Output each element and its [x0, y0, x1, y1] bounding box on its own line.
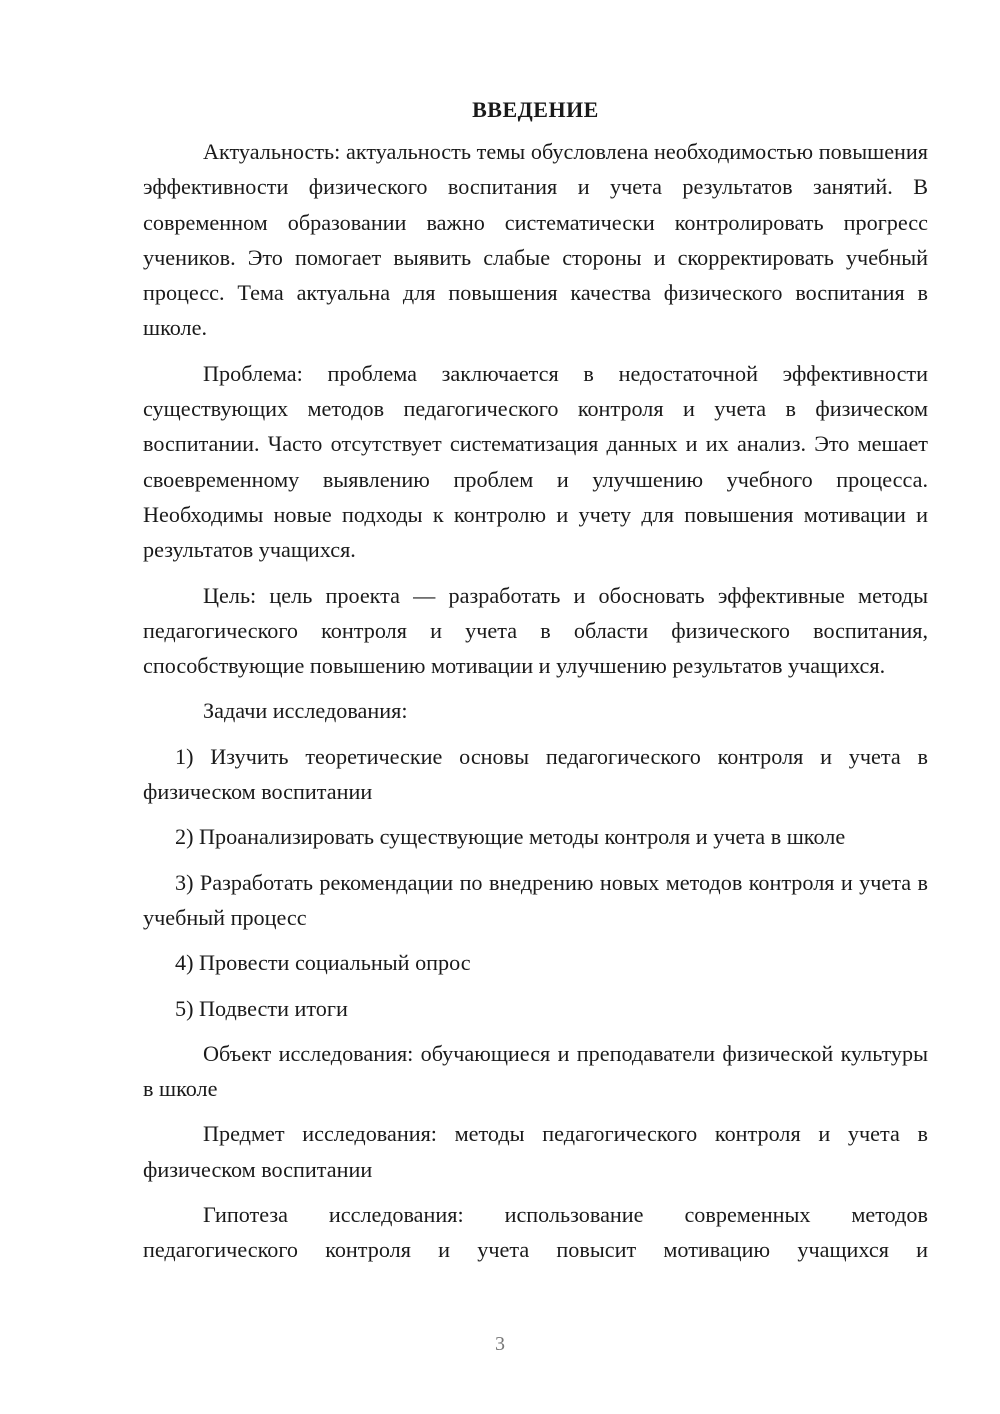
problem-paragraph: Проблема: проблема заключается в недостаточной эффективности существующих методов педагогического контроля и учета в физическом воспитании. Часто отсутствует систематизация данных и их анализ. Это мешает своевременному выявлению проблем и улучшению учебного процесса. Необходимы новые подходы к контролю и учету для повышения мотивации и результатов учащихся.: [143, 360, 928, 563]
task-item-4: 4) Провести социальный опрос: [175, 950, 471, 976]
section-heading: ВВЕДЕНИЕ: [472, 97, 599, 122]
hypothesis-paragraph: Гипотеза исследования: использование современных методов педагогического контроля и учета повысит мотивацию учащихся и: [143, 1202, 928, 1263]
goal-paragraph: Цель: цель проекта — разработать и обосновать эффективные методы педагогического контроля и учета в области физического воспитания, способствующие повышению мотивации и улучшению результатов учащихся.: [143, 582, 928, 679]
relevance-paragraph: Актуальность: актуальность темы обусловлена необходимостью повышения эффективности физического воспитания и учета результатов занятий. В современном образовании важно систематически контролировать прогресс учеников. Это помогает выявить слабые стороны и скорректировать учебный процесс. Тема актуальна для повышения качества физического воспитания в школе.: [143, 139, 928, 341]
tasks-heading: Задачи исследования:: [203, 698, 408, 724]
document-page: [143, 92, 928, 1278]
page-number: 3: [495, 1333, 505, 1355]
task-item-3: 3) Разработать рекомендации по внедрению новых методов контроля и учета в учебный процесс: [143, 869, 928, 930]
task-item-2: 2) Проанализировать существующие методы контроля и учета в школе: [175, 824, 846, 850]
task-item-1: 1) Изучить теоретические основы педагогического контроля и учета в физическом воспитании: [143, 743, 928, 805]
subject-paragraph: Предмет исследования: методы педагогического контроля и учета в физическом воспитании: [143, 1121, 928, 1182]
object-paragraph: Объект исследования: обучающиеся и преподаватели физической культуры в школе: [143, 1040, 928, 1102]
task-item-5: 5) Подвести итоги: [175, 995, 348, 1021]
